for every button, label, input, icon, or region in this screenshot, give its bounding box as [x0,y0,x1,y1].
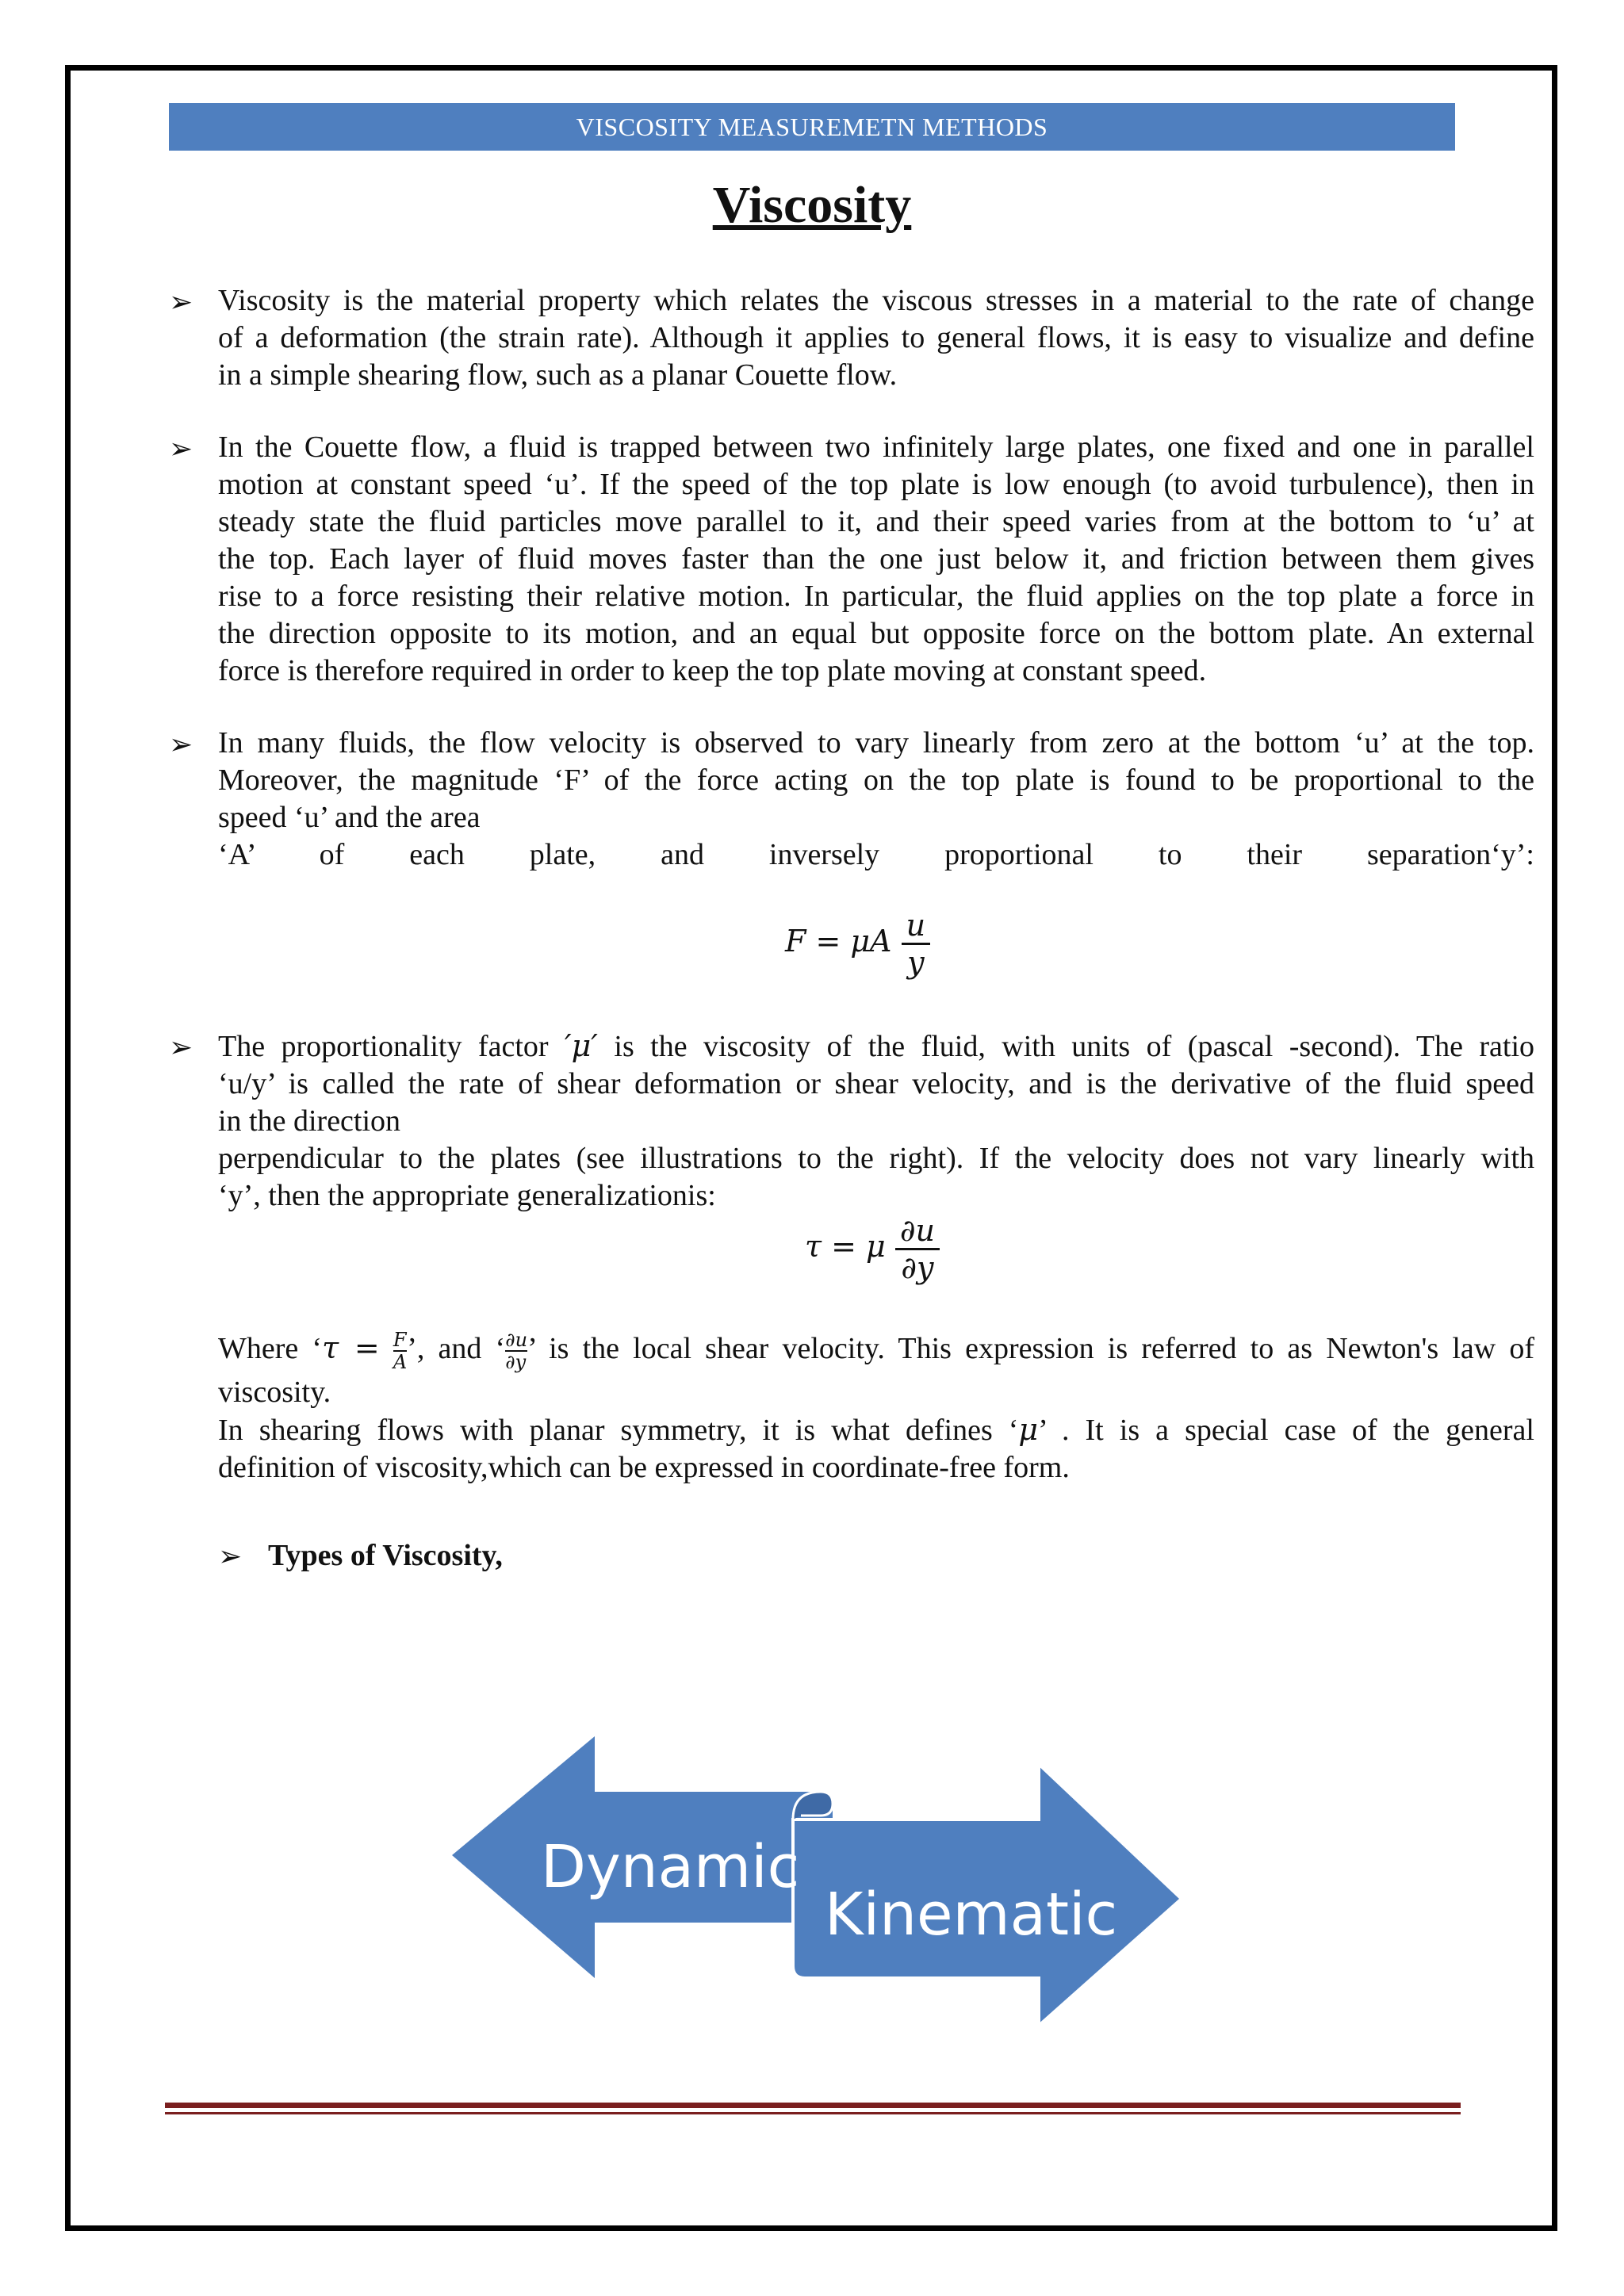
text-line [218,1411,1534,1449]
bullet-icon: ➢ [169,729,193,760]
text-line: in a simple shearing flow, such as a planar Couette flow. [218,358,898,392]
paragraph-couette [218,429,1534,690]
text-line: steady state the fluid particles move parallel to it, and their speed varies from at the bottom to ‘u’ at [218,505,1534,538]
page-header: VISCOSITY MEASUREMETN METHODS [169,103,1455,151]
equation-lhs: F = μA [785,924,892,959]
fraction-denominator: ∂y [505,1351,527,1374]
inline-fraction [505,1330,527,1372]
equation-fraction [902,908,930,980]
equation-fraction [895,1213,940,1285]
bullet-icon: ➢ [169,286,193,318]
equation-shear-stress [805,1213,940,1285]
text-segment: ’ . It is a special case of the general [1038,1414,1534,1447]
text-line [218,1322,1534,1374]
text-line: ‘y’, then the appropriate generalizationis: [218,1179,716,1212]
text-line: ‘A’ of each plate, and inversely proportional to their separation‘y’: [218,838,1534,871]
types-heading: Types of Viscosity, [268,1539,503,1572]
footer-rule [165,2103,1461,2108]
text-line: Moreover, the magnitude ‘F’ of the force acting on the top plate is found to be proportional to the [218,763,1534,797]
tau-expression: τ = [322,1330,380,1365]
text-line: motion at constant speed ‘u’. If the speed of the top plate is low enough (to avoid turbulence), then in [218,468,1534,501]
equation-lhs: τ = μ [805,1229,886,1264]
text-line: speed ‘u’ and the area [218,801,481,834]
equation-force [785,908,930,980]
viscosity-types-diagram [452,1736,1189,2030]
text-segment: In shearing flows with planar symmetry, it is what defines ‘ [218,1414,1019,1447]
bullet-icon: ➢ [218,1540,243,1572]
dynamic-label: Dynamic [541,1833,800,1901]
text-segment: ’ is the local shear velocity. This expression is referred to as Newton's law of [527,1332,1534,1365]
inline-fraction [393,1330,407,1372]
fraction-numerator: ∂u [505,1329,528,1352]
mu-symbol: ′μ′ [564,1028,598,1063]
text-line [218,1027,1534,1066]
fraction-denominator: ∂y [895,1248,940,1285]
paragraph-newton-law [218,1322,1534,1487]
text-line: in the direction [218,1104,401,1138]
text-segment: The proportionality factor [218,1030,549,1063]
paragraph-definition [218,282,1534,394]
text-line: force is therefore required in order to keep the top plate moving at constant speed. [218,654,1207,687]
text-line: Viscosity is the material property which relates the viscous stresses in a material to the rate of change [218,284,1534,317]
paragraph-proportionality [218,1027,1534,1215]
text-line: the top. Each layer of fluid moves faster than the one just below it, and friction between them gives [218,542,1534,576]
text-line: In many fluids, the flow velocity is observed to vary linearly from zero at the bottom ‘u’ at the top. [218,726,1534,760]
footer-rule-thin [165,2112,1461,2114]
fraction-numerator: ∂u [899,1213,935,1248]
fraction-denominator: y [902,943,930,980]
fraction-denominator: A [393,1351,408,1374]
text-line: viscosity. [218,1376,331,1409]
page-title: Viscosity [712,176,912,234]
kinematic-label: Kinematic [825,1881,1118,1949]
bullet-icon: ➢ [169,1031,193,1063]
mu-symbol: μ [1018,1412,1039,1447]
bullet-icon: ➢ [169,433,193,465]
text-segment: Where ‘ [218,1332,323,1365]
text-line: In the Couette flow, a fluid is trapped between two infinitely large plates, one fixed and one in parallel [218,430,1534,464]
fraction-numerator: u [906,908,926,943]
text-segment: is the viscosity of the fluid, with units of (pascal -second). The ratio [614,1030,1535,1063]
text-line: rise to a force resisting their relative motion. In particular, the fluid applies on the top plate a force in [218,580,1534,613]
text-segment: ’, and ‘ [407,1332,506,1365]
text-line: perpendicular to the plates (see illustrations to the right). If the velocity does not vary linearly with [218,1142,1534,1175]
fraction-numerator: F [393,1329,407,1352]
paragraph-linear-flow [218,725,1534,874]
text-line: definition of viscosity,which can be expressed in coordinate-free form. [218,1451,1070,1484]
text-line: of a deformation (the strain rate). Although it applies to general flows, it is easy to visualize and define [218,321,1534,354]
text-line: the direction opposite to its motion, and an equal but opposite force on the bottom plate. An external [218,617,1534,650]
text-line: ‘u/y’ is called the rate of shear deformation or shear velocity, and is the derivative of the fluid speed [218,1067,1534,1100]
